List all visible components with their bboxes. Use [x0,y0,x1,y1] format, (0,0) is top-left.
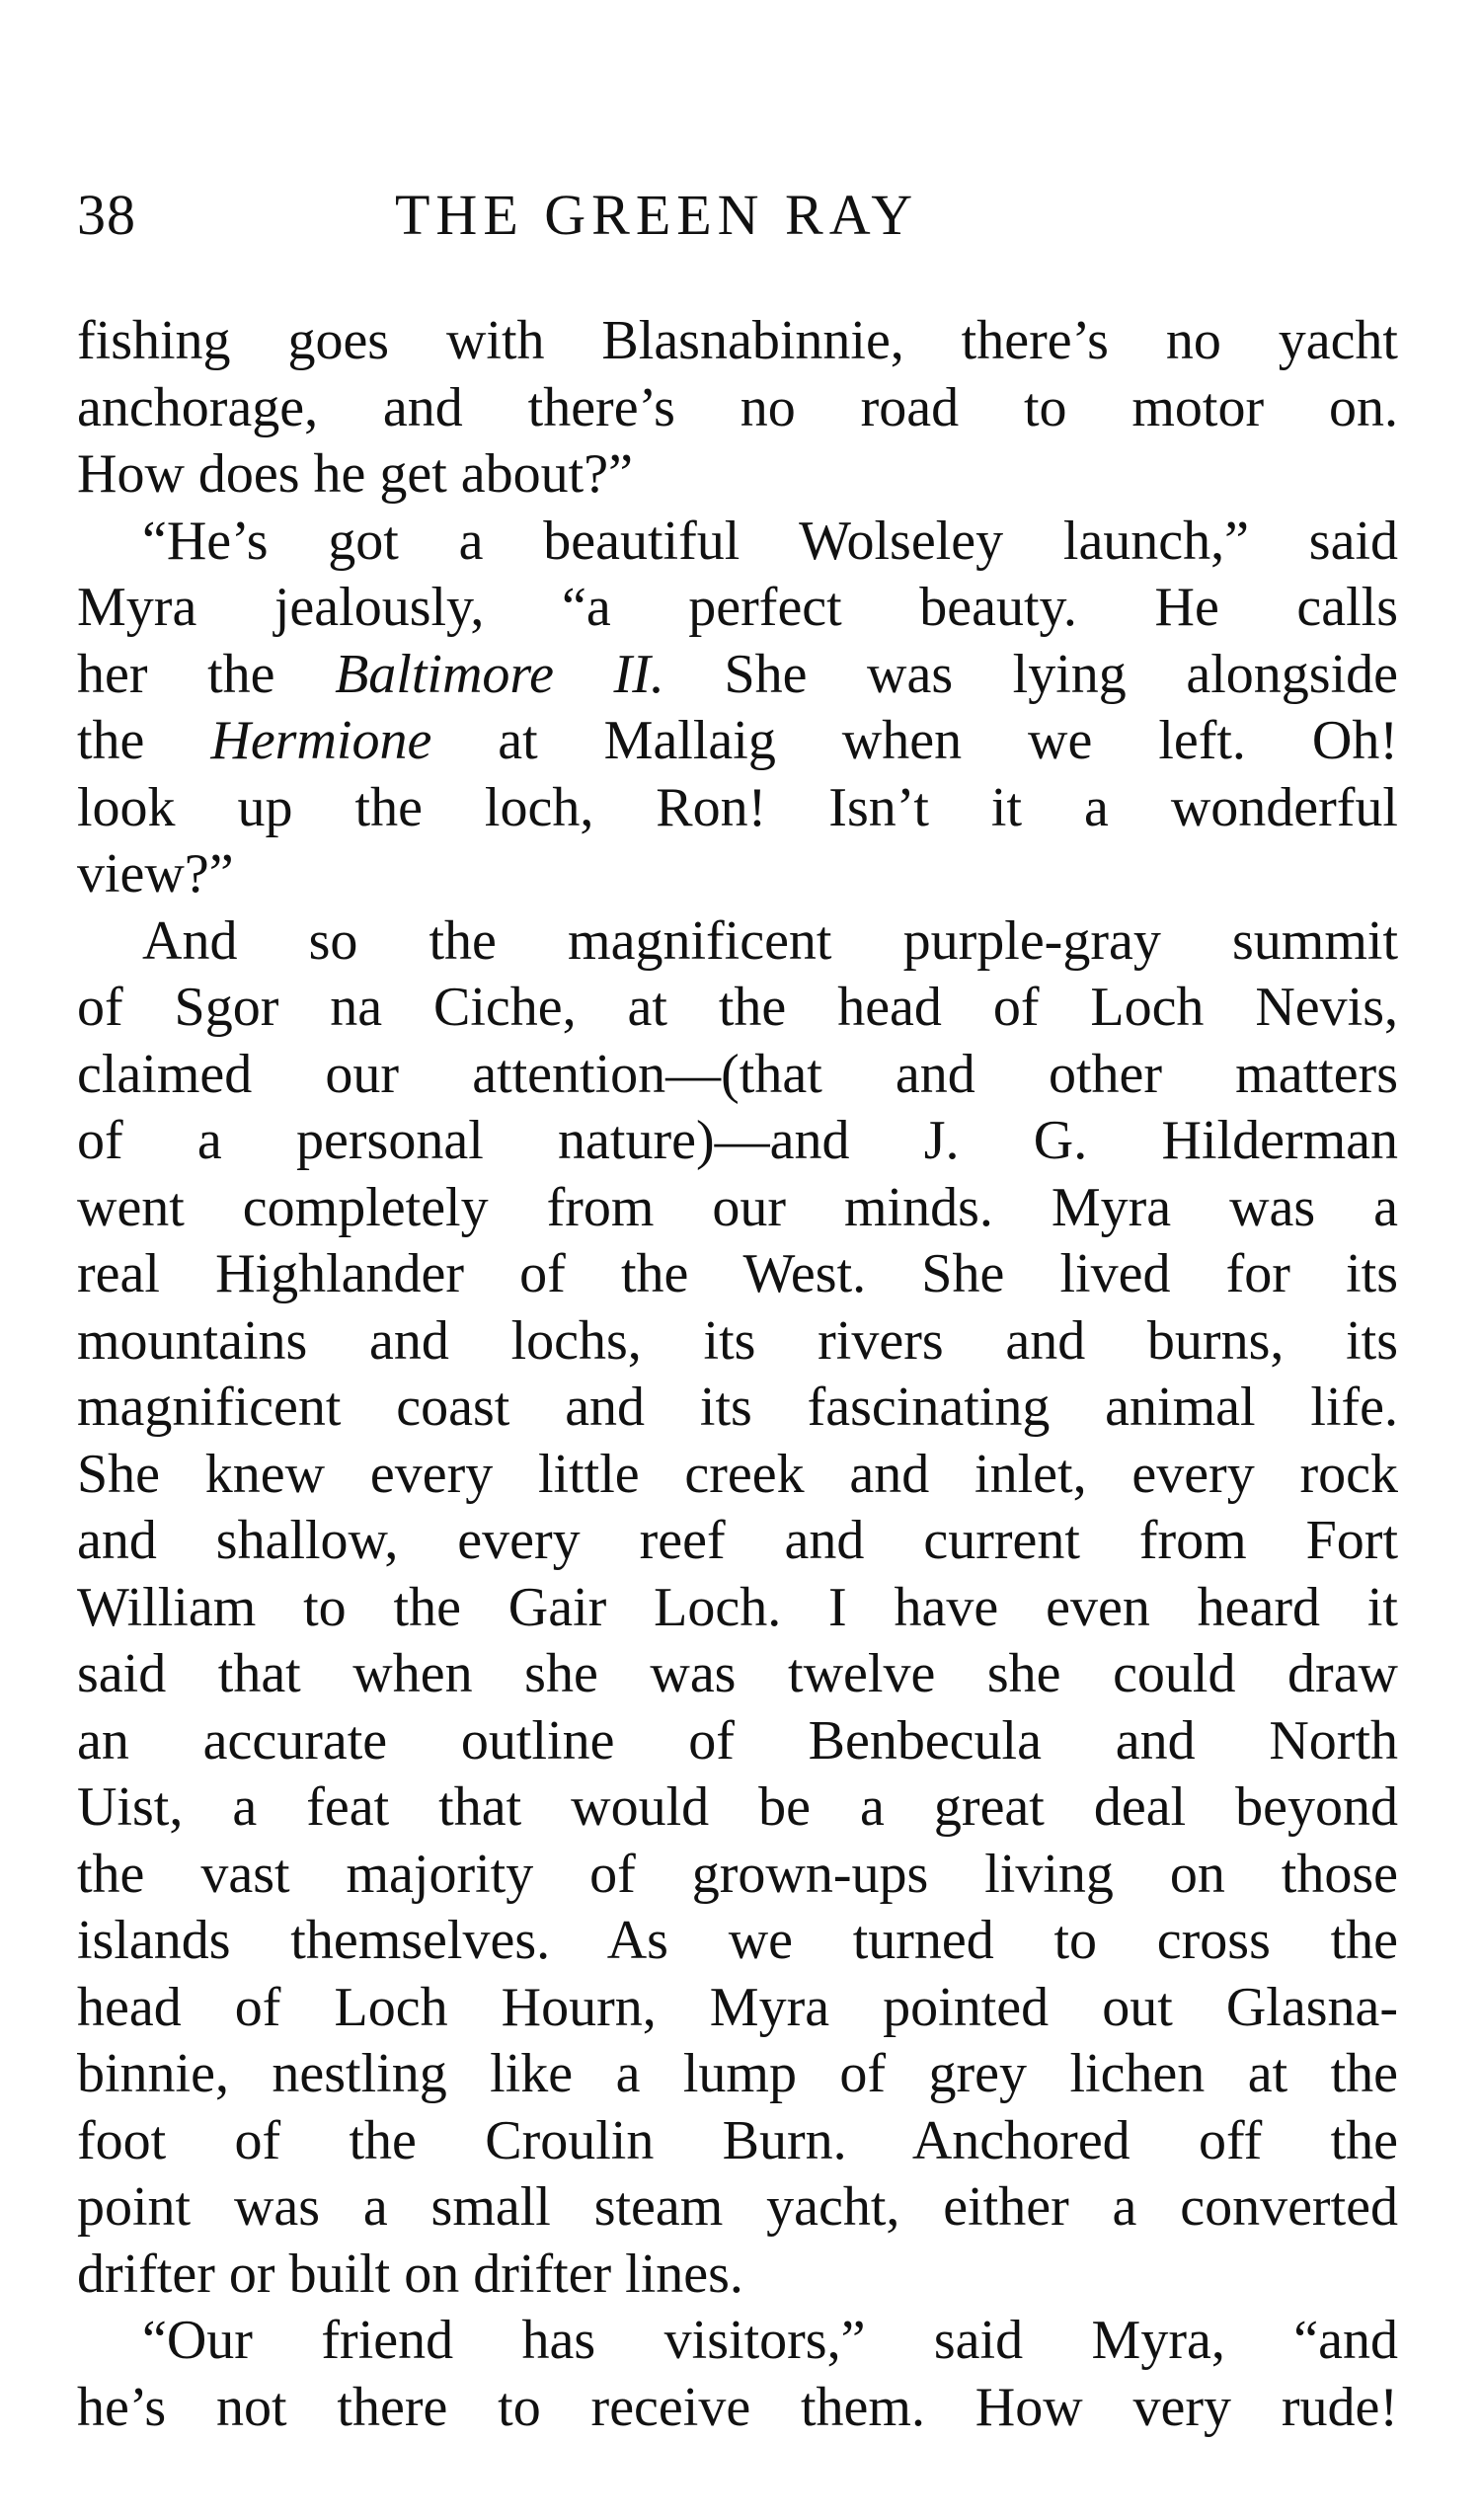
text-line: head of Loch Hourn, Myra pointed out Glasna- [77,1976,1398,2038]
text-line [77,708,1398,775]
page-number: 38 [77,183,136,247]
text-line: look up the loch, Ron! Isn’t it a wonderful [77,776,1398,838]
text-line: point was a small steam yacht, either a converted [77,2176,1398,2238]
text-line: and shallow, every reef and current from Fort [77,1510,1398,1571]
text-line [77,642,1398,709]
text-run: the [77,710,211,771]
text-run: her the [77,643,336,705]
ship-name-italic: Hermione [210,710,432,771]
text-line: said that when she was twelve she could draw [77,1643,1398,1704]
text-line: mountains and lochs, its rivers and burns, its [77,1309,1398,1372]
running-title: THE GREEN RAY [395,183,919,247]
text-line: Myra jealously, “a perfect beauty. He calls [77,577,1398,638]
text-line: view?” [77,843,234,905]
text-line: he’s not there to receive them. How very rude! [77,2376,1398,2438]
text-line: And so the magnificent purple-gray summit [142,909,1398,972]
text-run: She was lying alongside [663,643,1398,705]
text-line: went completely from our minds. Myra was a [77,1176,1398,1238]
text-line: the vast majority of grown-ups living on those [77,1843,1398,1905]
text-line: Uist, a feat that would be a great deal beyond [77,1776,1398,1838]
text-line: drifter or built on drifter lines. [77,2243,743,2305]
text-line: binnie, nestling like a lump of grey lichen at the [77,2043,1398,2104]
text-line: She knew every little creek and inlet, every rock [77,1443,1398,1505]
text-line: claimed our attention—(that and other matters [77,1043,1398,1105]
running-head [77,176,1400,255]
text-line: “Our friend has visitors,” said Myra, “and [142,2310,1398,2371]
text-line: real Highlander of the West. She lived for its [77,1243,1398,1304]
text-line: fishing goes with Blasnabinnie, there’s no yacht [77,310,1398,371]
body-text [77,308,1398,2441]
text-line: William to the Gair Loch. I have even heard it [77,1576,1398,1638]
text-line: of Sgor na Ciche, at the head of Loch Nevis, [77,977,1398,1038]
text-line: islands themselves. As we turned to cross the [77,1910,1398,1971]
text-line: “He’s got a beautiful Wolseley launch,” said [142,510,1398,572]
text-line: foot of the Croulin Burn. Anchored off the [77,2109,1398,2171]
text-line: magnificent coast and its fascinating animal life. [77,1377,1398,1438]
text-line: an accurate outline of Benbecula and North [77,1709,1398,1772]
text-line: of a personal nature)—and J. G. Hilderman [77,1110,1398,1171]
ship-name-italic: Baltimore II. [335,643,664,705]
text-run: at Mallaig when we left. Oh! [431,710,1398,771]
text-line: anchorage, and there’s no road to motor on. [77,376,1398,438]
text-line: How does he get about?” [77,443,633,505]
